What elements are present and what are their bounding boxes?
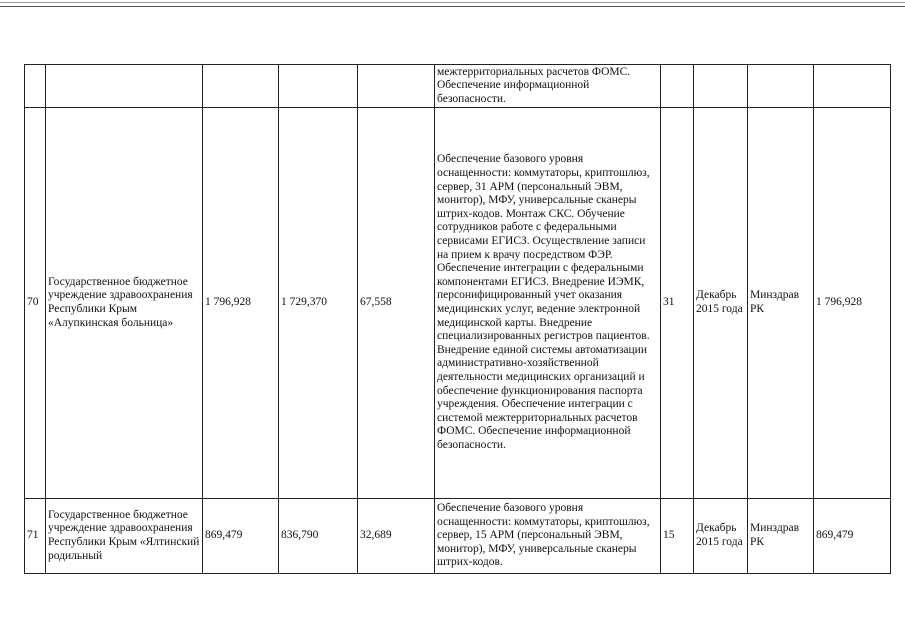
amount-b: 32,689 <box>358 499 435 574</box>
row-number: 71 <box>25 499 46 574</box>
row-number <box>25 65 46 108</box>
funding-amount: 869,479 <box>814 499 891 574</box>
responsible: Минздрав РК <box>748 108 814 499</box>
deadline <box>694 65 748 108</box>
amount-a: 836,790 <box>279 499 358 574</box>
responsible <box>748 65 814 108</box>
amount-b <box>358 65 435 108</box>
measures-description: Обеспечение базового уровня оснащенности: коммутаторы, криптошлюз, сервер, 15 АРМ (персональный ЭВМ, монитор), МФУ, универсальные сканеры штрих-кодов. <box>435 499 661 574</box>
measures-description: Обеспечение базового уровня оснащенности: коммутаторы, криптошлюз, сервер, 31 АРМ (персональный ЭВМ, монитор), МФУ, универсальные сканеры штрих-кодов. Монтаж СКС. Обучение сотрудников работе с федеральными сервисами ЕГИСЗ. Осуществление записи на прием к врачу посредством ФЭР. Обеспечение интеграции с федеральными компонентами ЕГИСЗ. Внедрение ИЭМК, персонифицированный учет оказания медицинских услуг, ведение электронной медицинской карты. Внедрение специализированных регистров пациентов. Внедрение единой системы автоматизации административно-хозяйственной деятельности медицинских организаций и обеспечение функционирования паспорта учреждения. Обеспечение интеграции с системой межтерриториальных расчетов ФОМС. Обеспечение информационной безопасности. <box>435 108 661 499</box>
institution-name: Государственное бюджетное учреждение здравоохранения Республики Крым «Алупкинская больница» <box>46 108 203 499</box>
amount-b: 67,558 <box>358 108 435 499</box>
workstation-count <box>661 65 694 108</box>
responsible: Минздрав РК <box>748 499 814 574</box>
table-row <box>25 65 891 108</box>
scan-edge-line <box>0 6 905 7</box>
row-number: 70 <box>25 108 46 499</box>
deadline: Декабрь 2015 года <box>694 499 748 574</box>
measures-description: межтерриториальных расчетов ФОМС. Обеспечение информационной безопасности. <box>435 65 661 108</box>
budget-table <box>24 64 891 574</box>
amount-a <box>279 65 358 108</box>
scan-edge-line <box>0 2 905 3</box>
institution-name: Государственное бюджетное учреждение здравоохранения Республики Крым «Ялтинский родильный <box>46 499 203 574</box>
total-amount: 869,479 <box>203 499 279 574</box>
funding-amount <box>814 65 891 108</box>
table-row <box>25 108 891 499</box>
total-amount: 1 796,928 <box>203 108 279 499</box>
total-amount <box>203 65 279 108</box>
table-row <box>25 499 891 574</box>
workstation-count: 31 <box>661 108 694 499</box>
amount-a: 1 729,370 <box>279 108 358 499</box>
workstation-count: 15 <box>661 499 694 574</box>
funding-amount: 1 796,928 <box>814 108 891 499</box>
deadline: Декабрь 2015 года <box>694 108 748 499</box>
institution-name <box>46 65 203 108</box>
